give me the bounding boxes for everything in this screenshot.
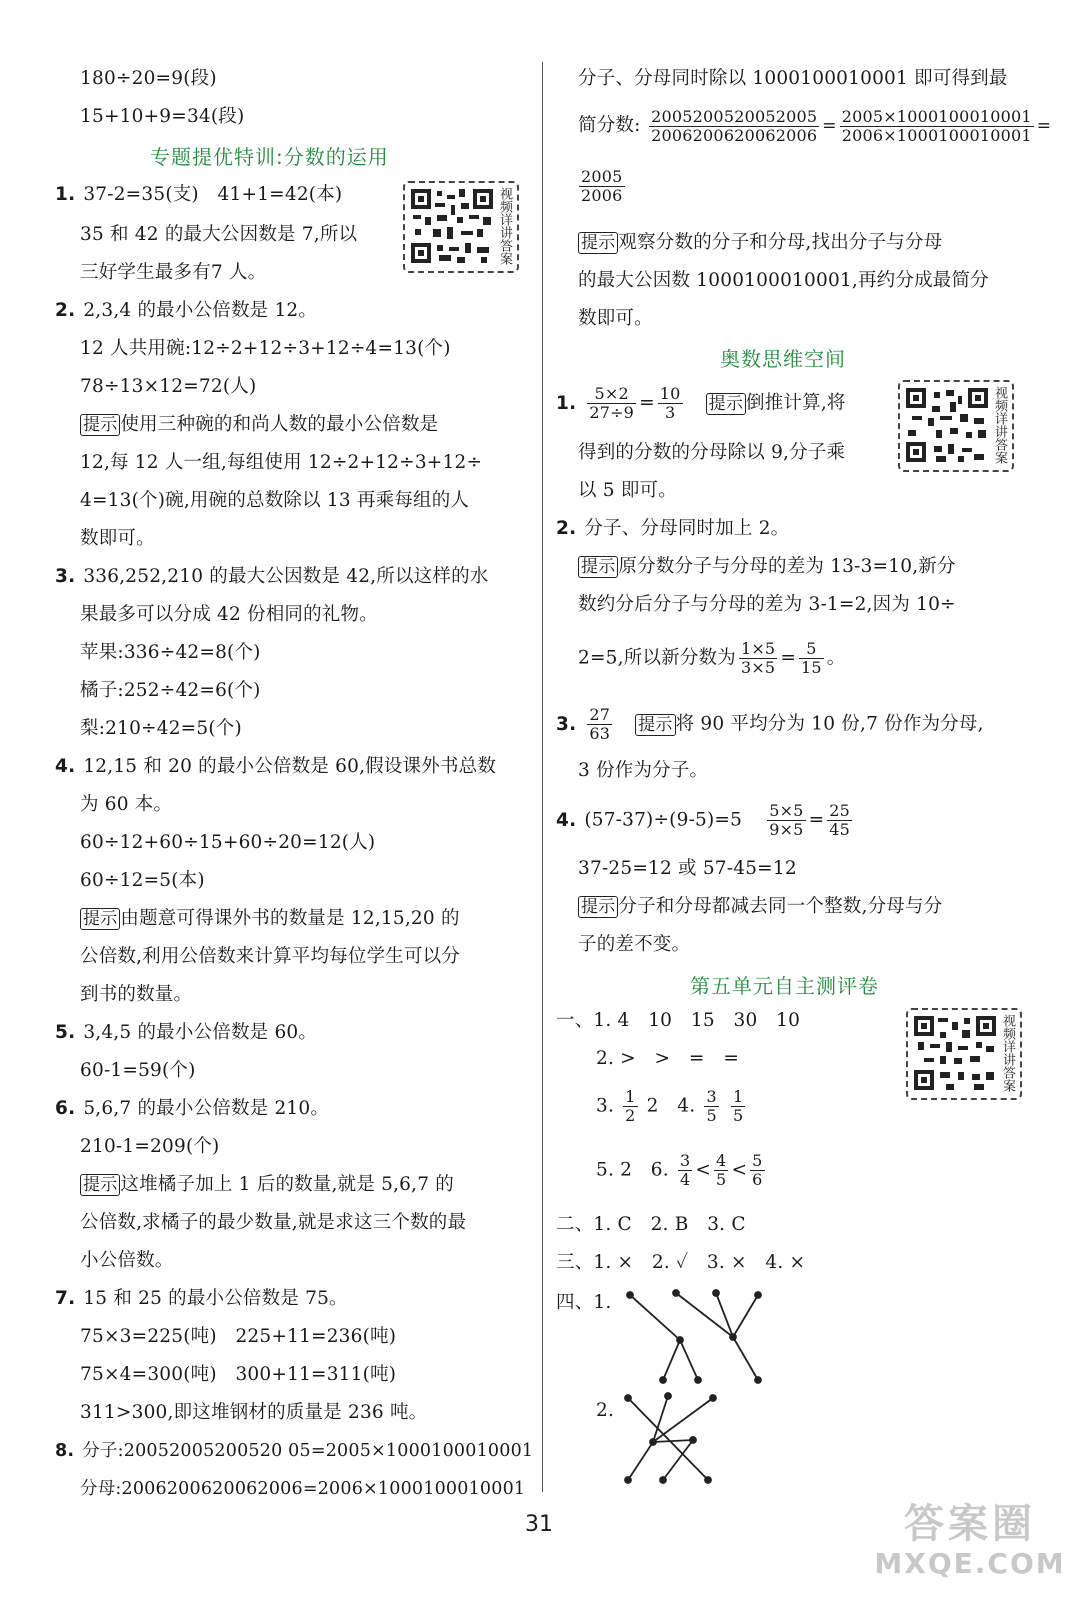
fraction: $\frac{5\times 5}{9\times 5}$	[769, 801, 804, 839]
text-line: 37-25=12 或 57-45=12	[578, 858, 797, 879]
fraction: $\frac{3}{5}$	[706, 1087, 717, 1125]
matching-diagram-1	[618, 1285, 768, 1390]
section-heading: 专题提优特训:分数的运用	[150, 145, 389, 169]
olympiad-question-4: 4. (57-37)÷(9-5)=5 $\frac{5\times 5}{9\times 5}$ = $\frac{25}{45}$	[556, 801, 851, 839]
right-column	[548, 0, 1083, 1600]
page-number: 31	[525, 1512, 553, 1537]
qr-code-left[interactable]	[403, 181, 519, 273]
text-line: 3 份作为分子。	[578, 760, 709, 781]
fraction: $\frac{5}{15}$	[801, 639, 822, 677]
text-line: 60-1=59(个)	[80, 1060, 196, 1081]
test-line-3: 3. $\frac{1}{2}$ 2 4. $\frac{3}{5}$ $\frac{1}{5}$	[596, 1087, 744, 1125]
text-line: 分子、分母同时除以 1000100010001 即可得到最	[578, 68, 1008, 89]
test-line-2: 2. > > = =	[596, 1048, 740, 1069]
hint-label: 提示	[706, 393, 746, 415]
hint-line: 提示 使用三种碗的和尚人数的最小公倍数是	[80, 412, 438, 438]
text-line: 2=5,所以新分数为 $\frac{1\times 5}{3\times 5}$ = $\frac{5}{15}$ 。	[578, 639, 846, 677]
fraction: $\frac{1}{2}$	[625, 1087, 636, 1125]
hint-line: 提示 由题意可得课外书的数量是 12,15,20 的	[80, 906, 460, 932]
fraction: $\frac{5}{6}$	[752, 1151, 763, 1189]
text-line: 311>300,即这堆钢材的质量是 236 吨。	[80, 1402, 428, 1423]
question-6: 6. 5,6,7 的最小公倍数是 210。	[55, 1098, 330, 1119]
text-line: 210-1=209(个)	[80, 1136, 220, 1157]
section-heading: 奥数思维空间	[720, 347, 846, 371]
test-line-8: 2.	[596, 1400, 615, 1421]
question-2: 2. 2,3,4 的最小公倍数是 12。	[55, 300, 318, 321]
fraction: $\frac{3}{4}$	[679, 1151, 691, 1189]
test-line-1: 一、1. 4 10 15 30 10	[556, 1010, 801, 1031]
text-line: 得到的分数的分母除以 9,分子乘	[578, 442, 846, 463]
text-line: 35 和 42 的最大公因数是 7,所以	[80, 224, 358, 245]
qr-code-icon	[914, 1016, 996, 1090]
fraction: $\frac{10}{3}$	[659, 384, 681, 422]
hint-label: 提示	[578, 896, 618, 918]
text-line: 75×3=225(吨) 225+11=236(吨)	[80, 1326, 397, 1347]
hint-label: 提示	[635, 714, 675, 736]
qr-code-icon	[411, 189, 493, 263]
qr-caption: 视频详讲答案	[992, 386, 1007, 464]
text-line: 梨:210÷42=5(个)	[80, 718, 242, 739]
fraction: $\frac{2005}{2006}$	[581, 167, 623, 205]
test-line-7: 四、1.	[556, 1292, 612, 1313]
text-line: 180÷20=9(段)	[80, 68, 217, 89]
text-line: 60÷12+60÷15+60÷20=12(人)	[80, 832, 376, 853]
question-7: 7. 15 和 25 的最小公倍数是 75。	[55, 1288, 348, 1309]
test-line-4: 5. 2 6. $\frac{3}{4}$ < $\frac{4}{5}$ < $\frac{5}{6}$	[596, 1151, 763, 1189]
text-line: 公倍数,利用公倍数来计算平均每位学生可以分	[80, 946, 461, 967]
hint-label: 提示	[80, 908, 120, 930]
hint-label: 提示	[578, 232, 618, 254]
qr-code-right-1[interactable]	[898, 380, 1014, 472]
olympiad-question-1: 1. $\frac{5\times 2}{27\div 9}$ = $\frac{10}{3}$ 提示 倒推计算,将	[556, 384, 846, 422]
text-line: 到书的数量。	[80, 984, 193, 1005]
test-line-6: 三、1. × 2. ✓ 3. × 4. ×	[556, 1252, 806, 1273]
text-line: 15+10+9=34(段)	[80, 106, 245, 127]
text-line: 75×4=300(吨) 300+11=311(吨)	[80, 1364, 397, 1385]
section-heading: 第五单元自主测评卷	[690, 974, 879, 998]
hint-label: 提示	[80, 1174, 120, 1196]
text-line: 公倍数,求橘子的最少数量,就是求这三个数的最	[80, 1212, 467, 1233]
hint-line: 提示 这堆橘子加上 1 后的数量,就是 5,6,7 的	[80, 1172, 454, 1198]
qr-code-right-2[interactable]	[906, 1008, 1022, 1100]
text-line: 60÷12=5(本)	[80, 870, 205, 891]
text-line: 数即可。	[80, 528, 155, 549]
text-line: 数即可。	[578, 308, 653, 329]
text-line: 子的差不变。	[578, 934, 691, 955]
text-line: 12 人共用碗:12÷2+12÷3+12÷4=13(个)	[80, 338, 451, 359]
fraction-equation: 简分数: $\frac{2005200520052005}{2006200620062006}$ = $\frac{2005\times 1000100010001}{2006\times 1000100010001}$ =	[578, 107, 1052, 145]
column-divider	[542, 62, 543, 1492]
hint-line: 提示 观察分数的分子和分母,找出分子与分母	[578, 230, 942, 256]
left-column	[0, 0, 540, 1600]
fraction: $\frac{4}{5}$	[716, 1151, 727, 1189]
hint-label: 提示	[80, 414, 120, 436]
watermark-logo	[870, 1500, 1070, 1580]
watermark-url: MXQE.COM	[874, 1547, 1066, 1580]
qr-caption: 视频详讲答案	[497, 187, 512, 265]
fraction: $\frac{1}{5}$	[732, 1087, 744, 1125]
watermark-text: 答案圈	[904, 1501, 1036, 1547]
text-line: 小公倍数。	[80, 1250, 174, 1271]
fraction: $\frac{27}{63}$	[589, 705, 611, 743]
qr-caption: 视频详讲答案	[1000, 1014, 1015, 1092]
fraction-result	[576, 168, 628, 205]
fraction: $\frac{1\times 5}{3\times 5}$	[740, 639, 776, 677]
text-line: 橘子:252÷42=6(个)	[80, 680, 261, 701]
matching-diagram-2	[618, 1390, 728, 1490]
fraction: $\frac{2005200520052005}{2006200620062006}$	[651, 107, 818, 145]
text-line: 以 5 即可。	[578, 480, 677, 501]
text-line: 苹果:336÷42=8(个)	[80, 642, 261, 663]
text-line: 为 60 本。	[80, 794, 173, 815]
text-line: 果最多可以分成 42 份相同的礼物。	[80, 604, 378, 625]
text-line: 4=13(个)碗,用碗的总数除以 13 再乘每组的人	[80, 490, 470, 511]
hint-line: 提示 原分数分子与分母的差为 13-3=10,新分	[578, 554, 956, 580]
fraction: $\frac{5\times 2}{27\div 9}$	[589, 384, 635, 422]
olympiad-question-2: 2. 分子、分母同时加上 2。	[556, 518, 790, 539]
text-line: 分母:2006200620062006=2006×1000100010001	[80, 1479, 526, 1499]
text-line: 12,每 12 人一组,每组使用 12÷2+12÷3+12÷	[80, 452, 483, 473]
question-4: 4. 12,15 和 20 的最小公倍数是 60,假设课外书总数	[55, 756, 497, 777]
question-8: 8. 分子:20052005200520 05=2005×1000100010001	[55, 1441, 534, 1461]
text-line: 78÷13×12=72(人)	[80, 376, 257, 397]
text-line: 的最大公因数 1000100010001,再约分成最简分	[578, 270, 989, 291]
fraction: $\frac{25}{45}$	[829, 801, 851, 839]
qr-code-icon	[906, 388, 988, 462]
question-5: 5. 3,4,5 的最小公倍数是 60。	[55, 1022, 318, 1043]
hint-label: 提示	[578, 556, 618, 578]
question-1: 1. 37-2=35(支) 41+1=42(本)	[55, 184, 343, 205]
test-line-5: 二、1. C 2. B 3. C	[556, 1214, 746, 1235]
olympiad-question-3: 3. $\frac{27}{63}$ 提示 将 90 平均分为 10 份,7 份作为分母,	[556, 705, 984, 743]
question-3: 3. 336,252,210 的最大公因数是 42,所以这样的水	[55, 566, 489, 587]
fraction: $\frac{2005\times 1000100010001}{2006\times 1000100010001}$	[841, 107, 1032, 145]
hint-line: 提示 分子和分母都减去同一个整数,分母与分	[578, 894, 942, 920]
text-line: 数约分后分子与分母的差为 3-1=2,因为 10÷	[578, 594, 956, 615]
text-line: 三好学生最多有7 人。	[80, 262, 267, 283]
